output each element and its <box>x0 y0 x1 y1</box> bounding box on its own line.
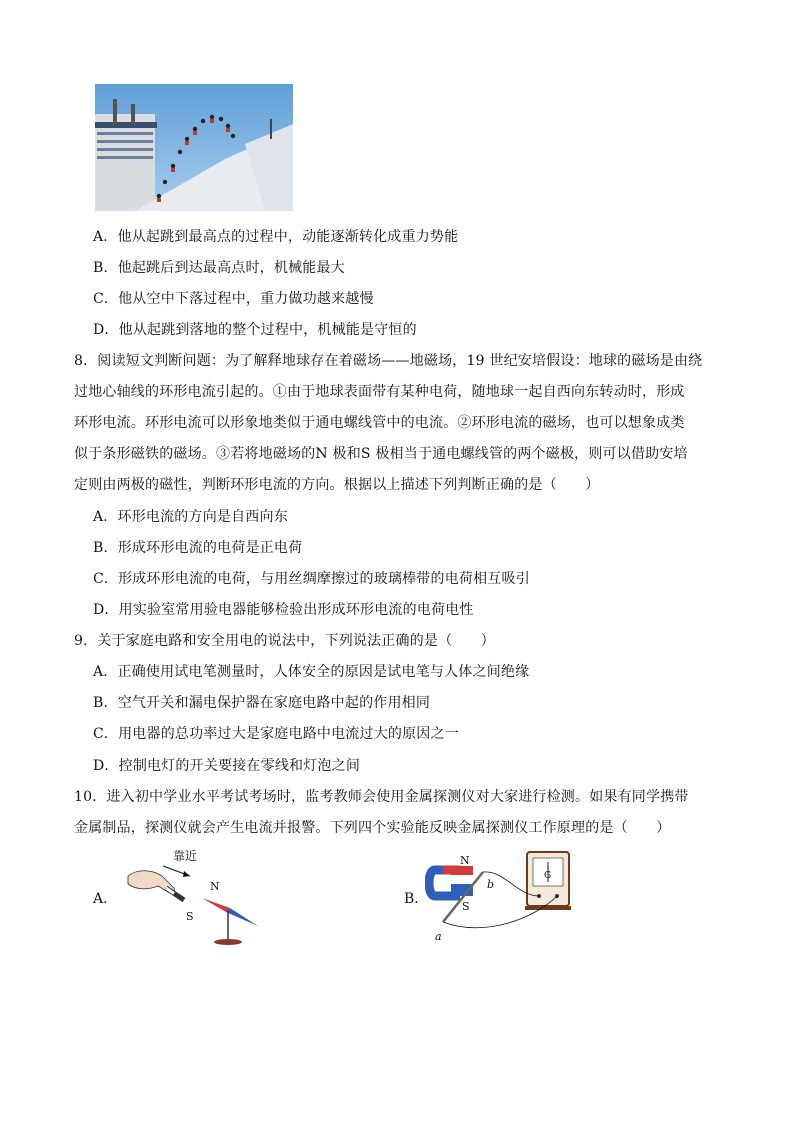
q10-stem-line-2: 金属制品，探测仪就会产生电流并报警。下列四个实验能反映金属探测仪工作原理的是（ ） <box>74 820 671 836</box>
q7-option-d: D．他从起跳到落地的整个过程中，机械能是守恒的 <box>93 322 417 338</box>
rod-end-b-label: b <box>487 878 495 891</box>
q8-stem-line-3: 环形电流。环形电流可以形象地类似于通电螺线管中的电流。②环形电流的磁场，也可以想象成类 <box>74 415 685 431</box>
compass-needle-south-icon <box>226 908 258 926</box>
q10-figure-a <box>118 846 268 950</box>
q7-option-c: C．他从空中下落过程中，重力做功越来越慢 <box>93 291 374 307</box>
compass-needle-north-icon <box>202 898 230 912</box>
q9-option-b: B．空气开关和漏电保护器在家庭电路中起的作用相同 <box>93 695 431 711</box>
q10-figure-b-label: B． <box>404 891 429 907</box>
magnet-s-pole-label-b: S <box>462 900 470 913</box>
magnet-s-pole-label: S <box>186 910 194 923</box>
q8-stem-line-5: 定则由两极的磁性，判断环形电流的方向。根据以上描述下列判断正确的是（ ） <box>74 477 600 493</box>
q9-stem: 9．关于家庭电路和安全用电的说法中，下列说法正确的是（ ） <box>74 633 495 649</box>
needle-n-pole-label: N <box>210 880 220 893</box>
q8-stem-line-1: 8．阅读短文判断问题：为了解释地球存在着磁场——地磁场，19 世纪安培假设：地球的磁场是由绕 <box>74 353 703 369</box>
q9-option-d: D．控制电灯的开关要接在零线和灯泡之间 <box>93 758 361 774</box>
q10-stem-line-1: 10．进入初中学业水平考试考场时，监考教师会使用金属探测仪对大家进行检测。如果有同学携带 <box>74 789 689 805</box>
q8-stem-line-4: 似于条形磁铁的磁场。③若将地磁场的N 极和S 极相当于通电螺线管的两个磁极，则可以借助安培 <box>74 446 688 462</box>
approach-caption: 靠近 <box>173 849 198 863</box>
q9-option-a: A．正确使用试电笔测量时，人体安全的原因是试电笔与人体之间绝缘 <box>93 664 530 680</box>
q8-option-a: A．环形电流的方向是自西向东 <box>93 509 288 525</box>
q9-option-c: C．用电器的总功率过大是家庭电路中电流过大的原因之一 <box>93 726 459 742</box>
rod-end-a-label: a <box>435 930 442 943</box>
q10-figure-a-label: A． <box>93 891 118 907</box>
q7-option-b: B．他起跳后到达最高点时，机械能最大 <box>93 260 345 276</box>
ski-jump-photo <box>95 84 293 211</box>
q8-option-d: D．用实验室常用验电器能够检验出形成环形电流的电荷电性 <box>93 602 474 618</box>
galvanometer-label: G <box>544 871 552 881</box>
q8-option-b: B．形成环形电流的电荷是正电荷 <box>93 540 303 556</box>
q8-stem-line-2: 过地心轴线的环形电流引起的。①由于地球表面带有某种电荷，随地球一起自西向东转动时，形成 <box>74 384 685 400</box>
magnet-n-pole-label: N <box>460 854 470 867</box>
q7-option-a: A．他从起跳到最高点的过程中，动能逐渐转化成重力势能 <box>93 229 459 245</box>
q10-figure-b <box>425 848 575 944</box>
q8-option-c: C．形成环形电流的电荷，与用丝绸摩擦过的玻璃棒带的电荷相互吸引 <box>93 571 530 587</box>
